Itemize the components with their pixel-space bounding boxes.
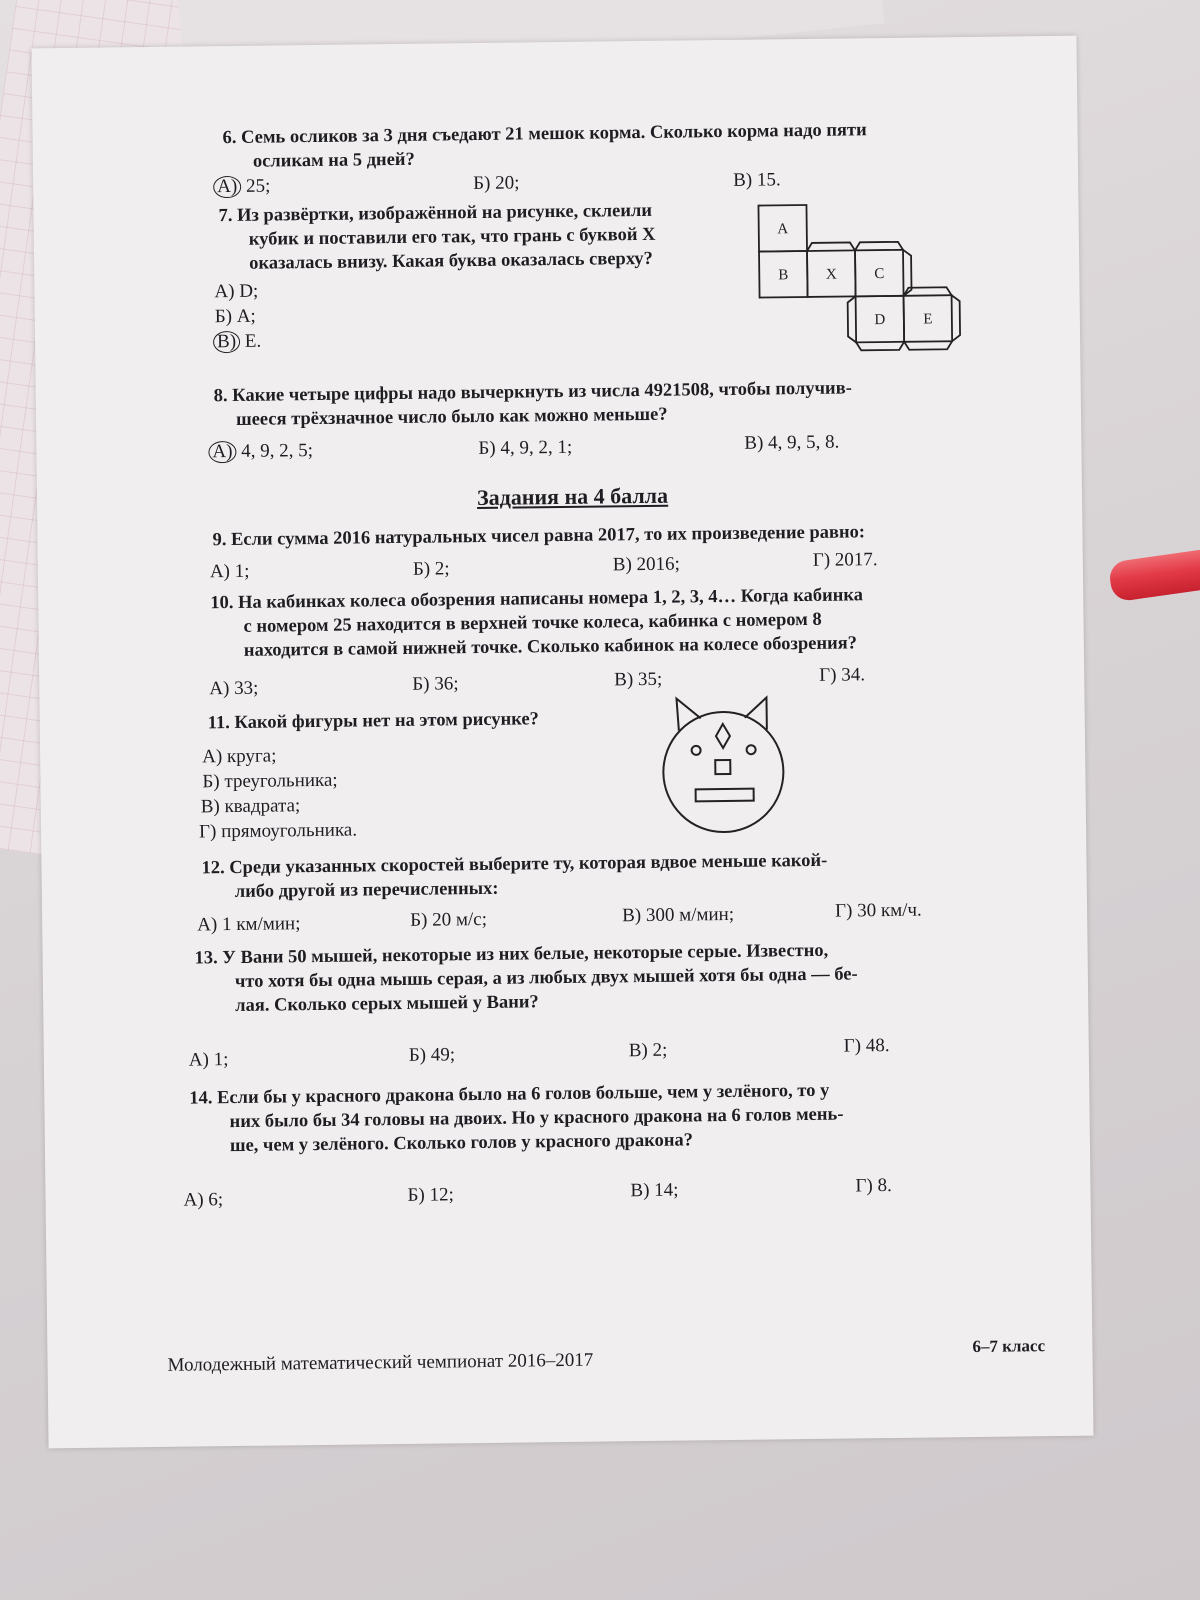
- question-12: [201, 849, 827, 905]
- question-text: либо другой из перечисленных:: [234, 878, 499, 903]
- net-label: C: [874, 266, 885, 283]
- question-6: [222, 118, 867, 174]
- question-text: На кабинках колеса обозрения написаны номера 1, 2, 3, 4… Когда кабинка: [237, 585, 864, 613]
- answer-a: А) 4, 9, 2, 5;: [208, 440, 313, 463]
- worksheet-page: [31, 36, 1093, 1449]
- answer-b: Б) 20;: [473, 172, 520, 195]
- answer-c: В) 15.: [733, 169, 781, 191]
- question-text: Какой фигуры нет на этом рисунке?: [234, 709, 539, 734]
- right-eye-circle: [747, 745, 756, 754]
- question-text: находится в самой нижней точке. Сколько кабинок на колесе обозрения?: [243, 633, 858, 661]
- question-text: с номером 25 находится в верхней точке колеса, кабинка с номером 8: [243, 609, 822, 637]
- answer-a: А) D;: [214, 280, 259, 303]
- question-10: [210, 583, 864, 663]
- right-ear-triangle: [744, 698, 766, 730]
- answer-a: А) круга;: [202, 745, 277, 768]
- question-text: что хотя бы одна мышь серая, а из любых двух мышей хотя бы одна — бе-: [234, 964, 858, 993]
- answer-a: А) 1;: [209, 560, 250, 583]
- question-number: 12.: [201, 858, 225, 879]
- question-number: 6.: [222, 127, 237, 149]
- answer-b: Б) треугольника;: [202, 769, 338, 793]
- answer-c: В) 2;: [628, 1039, 668, 1062]
- question-text: Если бы у красного дракона было на 6 голов больше, чем у зелёного, то у: [216, 1080, 830, 1109]
- answer-b: Б) 36;: [412, 673, 459, 695]
- question-text: ше, чем у зелёного. Сколько голов у красного дракона?: [229, 1130, 694, 1157]
- answer-b: Б) 12;: [407, 1184, 454, 1206]
- question-text: лая. Сколько серых мышей у Вани?: [235, 992, 539, 1017]
- cube-net-figure: [748, 197, 980, 360]
- mouth-rectangle: [696, 789, 754, 802]
- question-11: [208, 707, 539, 735]
- question-number: 8.: [213, 386, 228, 407]
- question-text: Какие четыре цифры надо вычеркнуть из числа 4921508, чтобы получив-: [232, 378, 852, 407]
- question-text: Из развёртки, изображённой на рисунке, склеили: [236, 200, 653, 226]
- question-text: Семь осликов за 3 дня съедают 21 мешок корма. Сколько корма надо пяти: [240, 120, 867, 148]
- answer-c: В) квадрата;: [200, 795, 301, 818]
- answer-a: А) 1 км/мин;: [197, 913, 301, 936]
- question-number: 9.: [212, 530, 227, 551]
- question-number: 7.: [218, 205, 233, 227]
- answer-d: Г) 8.: [855, 1175, 892, 1197]
- question-number: 10.: [210, 593, 234, 614]
- answer-b: Б) 20 м/с;: [410, 908, 488, 931]
- cat-face-figure: [654, 689, 796, 841]
- question-text: кубик и поставили его так, что грань с буквой X: [248, 224, 656, 250]
- answer-a: А) 25;: [213, 176, 270, 199]
- footer-grade: 6–7 класс: [972, 1336, 1046, 1357]
- footer-title: Молодежный математический чемпионат 2016–2017: [167, 1349, 594, 1376]
- net-label: B: [778, 267, 789, 284]
- question-number: 11.: [207, 713, 230, 734]
- net-label: A: [777, 221, 789, 238]
- net-label: X: [825, 266, 837, 283]
- answer-a: А) 33;: [209, 677, 259, 700]
- answer-d: Г) 34.: [819, 664, 866, 686]
- diamond-shape: [716, 724, 730, 748]
- question-text: осликам на 5 дней?: [252, 149, 415, 172]
- question-text: них было бы 34 головы на двоих. Но у красного дракона на 6 голов мень-: [229, 1104, 844, 1133]
- question-text: шееся трёхзначное число было как можно меньше?: [235, 404, 668, 430]
- question-text: У Вани 50 мышей, некоторые из них белые, некоторые серые. Известно,: [222, 940, 829, 969]
- answer-c: В) 2016;: [612, 553, 680, 576]
- answer-d: Г) 30 км/ч.: [834, 899, 922, 922]
- answer-a: А) 6;: [183, 1189, 224, 1211]
- answer-c: В) 14;: [630, 1179, 679, 1202]
- answer-c: В) 35;: [614, 668, 663, 691]
- question-9: [212, 520, 865, 552]
- left-ear-triangle: [676, 698, 700, 730]
- question-text: оказалась внизу. Какая буква оказалась сверху?: [249, 248, 653, 274]
- answer-d: Г) 2017.: [812, 549, 878, 571]
- answer-a: А) 1;: [188, 1049, 229, 1071]
- circled-letter: В): [213, 331, 240, 353]
- net-label: E: [923, 311, 933, 328]
- answer-b: Б) 2;: [412, 558, 450, 580]
- question-13: [194, 938, 858, 1018]
- section-title: Задания на 4 балла: [476, 482, 669, 511]
- question-14: [189, 1079, 844, 1159]
- face-circle: [663, 711, 784, 832]
- question-number: 14.: [189, 1088, 213, 1109]
- net-label: D: [874, 312, 886, 329]
- question-text: Среди указанных скоростей выберите ту, которая вдвое меньше какой-: [229, 850, 828, 879]
- circled-letter: А): [208, 441, 236, 463]
- answer-c: В) Е.: [213, 331, 261, 354]
- answer-b: Б) А;: [214, 305, 256, 328]
- question-7: [218, 199, 655, 276]
- answer-d: Г) 48.: [843, 1035, 890, 1057]
- answer-d: Г) прямоугольника.: [198, 819, 358, 843]
- answer-c: В) 300 м/мин;: [621, 903, 735, 927]
- answer-b: Б) 4, 9, 2, 1;: [478, 436, 573, 460]
- answer-b: Б) 49;: [408, 1044, 456, 1066]
- nose-square: [715, 760, 730, 774]
- question-text: Если сумма 2016 натуральных чисел равна 2017, то их произведение равно:: [230, 522, 866, 551]
- answer-c: В) 4, 9, 5, 8.: [744, 431, 840, 454]
- question-number: 13.: [194, 948, 218, 969]
- circled-letter: А): [213, 176, 241, 198]
- left-eye-circle: [692, 746, 701, 755]
- question-8: [214, 376, 853, 432]
